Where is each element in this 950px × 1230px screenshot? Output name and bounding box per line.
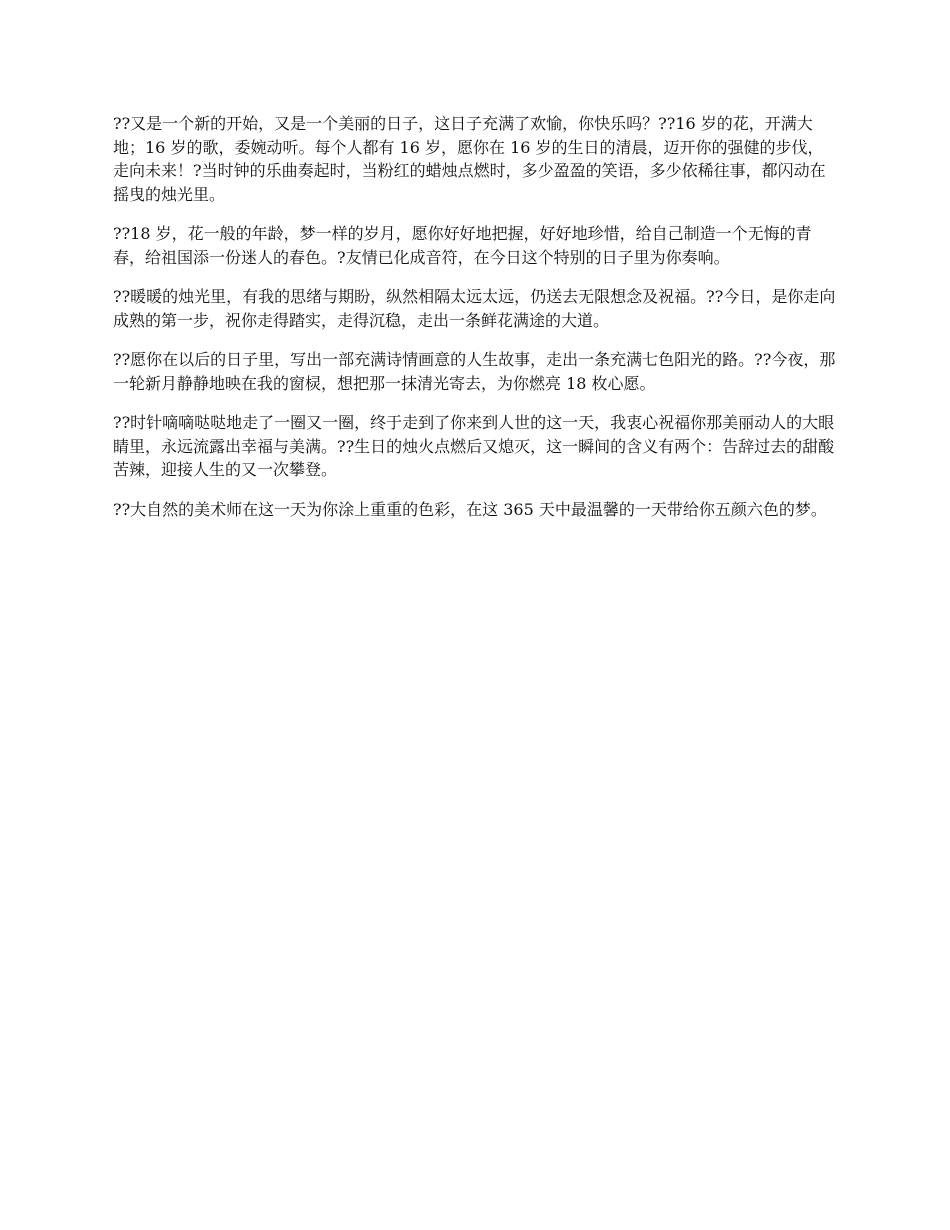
paragraph-5: ??时针嘀嘀哒哒地走了一圈又一圈，终于走到了你来到人世的这一天，我衷心祝福你那美丽动人的大眼睛里，永远流露出幸福与美满。??生日的烛火点燃后又熄灭，这一瞬间的含义有两个：告辞过去的甜酸苦辣，迎接人生的又一次攀登。 — [113, 413, 835, 479]
paragraph-6: ??大自然的美术师在这一天为你涂上重重的色彩，在这 365 天中最温馨的一天带给你五颜六色的梦。 — [113, 499, 827, 519]
paragraph-2: ??18 岁，花一般的年龄，梦一样的岁月，愿你好好地把握，好好地珍惜，给自己制造一个无悔的青春，给祖国添一份迷人的春色。?友情已化成音符，在今日这个特别的日子里为你奏响。 — [113, 224, 812, 267]
paragraph-3: ??暖暖的烛光里，有我的思绪与期盼，纵然相隔太远太远，仍送去无限想念及祝福。??今日，是你走向成熟的第一步，祝你走得踏实，走得沉稳，走出一条鲜花满途的大道。 — [113, 287, 836, 330]
paragraph-4: ??愿你在以后的日子里，写出一部充满诗情画意的人生故事，走出一条充满七色阳光的路。??今夜，那一轮新月静静地映在我的窗棂，想把那一抹清光寄去，为你燃亮 18 枚心愿。 — [113, 350, 836, 393]
document-body — [113, 112, 837, 537]
paragraph-1: ??又是一个新的开始，又是一个美丽的日子，这日子充满了欢愉，你快乐吗？??16 岁的花，开满大地；16 岁的歌，委婉动听。每个人都有 16 岁，愿你在 16 岁的生日的清晨，迈开你的强健的步伐，走向未来！?当时钟的乐曲奏起时，当粉红的蜡烛点燃时，多少盈盈的笑语，多少依稀往事，都闪动在摇曳的烛光里。 — [113, 114, 826, 204]
